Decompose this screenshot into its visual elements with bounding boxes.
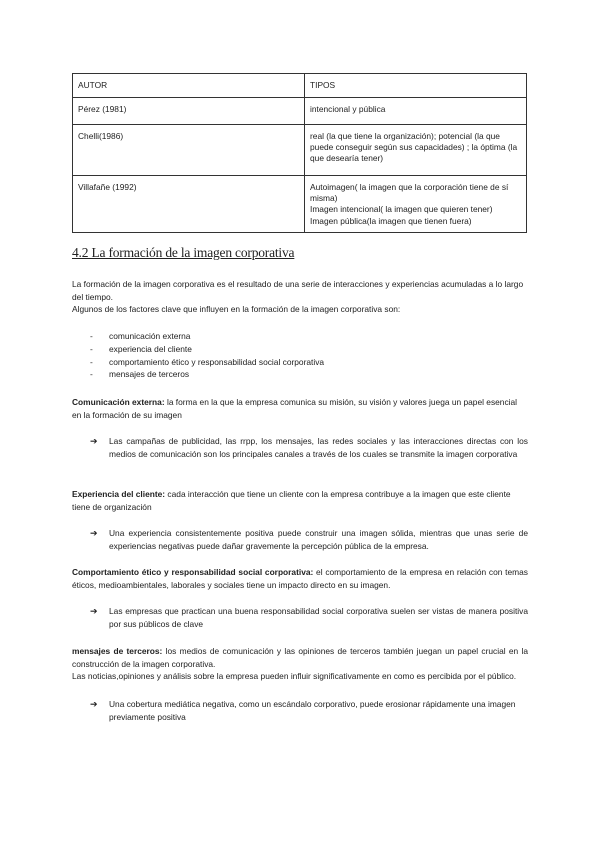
tipo-line: Imagen pública(la imagen que tienen fuera) [310,215,472,226]
arrow-item [90,605,528,630]
arrow-item [90,698,528,723]
arrow-text: Las campañas de publicidad, las rrpp, los mensajes, las redes sociales y las interacciones directas con los medios de comunicación son los principales canales a través de los cuales se transmite la imagen corporativa [109,436,528,459]
factors-list [90,330,324,381]
dash-bullet-icon: - [90,369,93,380]
factor-paragraph [72,396,528,421]
header-autor: AUTOR [73,74,305,98]
tipo-line: Imagen intencional( la imagen que quieren tener) [310,204,493,215]
factor-term: Comunicación externa: [72,397,165,407]
factor-text: el comportamiento de la empresa en relación con temas éticos, medioambientales, laborales y sociales tiene un impacto directo en su imagen. [72,567,528,590]
factor-text: cada interacción que tiene un cliente con la empresa contribuye a la imagen que este cliente tiene de organización [72,489,511,512]
arrow-bullet-icon: ➔ [90,699,98,709]
dash-bullet-icon: - [90,356,93,367]
list-item: - comportamiento ético y responsabilidad social corporativa [90,356,325,367]
factor-text: la forma en la que la empresa comunica su misión, su visión y valores juega un papel esencial en la formación de su imagen [72,397,518,420]
factor-paragraph [72,645,528,683]
table-header-row [73,74,527,98]
intro-line: Algunos de los factores clave que influyen en la formación de la imagen corporativa son: [72,304,401,315]
factor-term: Comportamiento ético y responsabilidad social corporativa: [72,567,314,577]
cell-autor: Chelli(1986) [73,125,305,176]
section-heading: 4.2 La formación de la imagen corporativa [72,245,295,260]
header-tipos: TIPOS [305,74,527,98]
dash-bullet-icon: - [90,343,93,354]
factor-text: los medios de comunicación y las opiniones de terceros también juegan un papel crucial en la construcción de la imagen corporativa. [72,646,529,669]
table-row [73,98,527,125]
arrow-text: Las empresas que practican una buena responsabilidad social corporativa suelen ser vistas de manera positiva por sus públicos de clave [109,606,528,629]
arrow-bullet-icon: ➔ [90,606,98,616]
intro-line: La formación de la imagen corporativa es el resultado de una serie de interacciones y experiencias acumuladas a lo largo del tiempo. [72,279,524,302]
arrow-bullet-icon: ➔ [90,528,98,538]
factor-paragraph [72,566,528,591]
tipo-line: Autoimagen( la imagen que la corporación tiene de sí misma) [310,182,509,204]
authors-table [72,73,527,233]
arrow-text: Una cobertura mediática negativa, como un escándalo corporativo, puede erosionar rápidamente una imagen previamente positiva [109,699,516,722]
cell-tipos: real (la que tiene la organización); potencial (la que puede conseguir según sus capacidades) ; la óptima (la que desearía tener) [305,125,527,176]
factor-term: mensajes de terceros: [72,646,163,656]
list-item: - comunicación externa [90,331,191,341]
cell-autor: Pérez (1981) [73,98,305,125]
cell-tipos [305,176,527,233]
arrow-item [90,435,528,460]
dash-bullet-icon: - [90,331,93,341]
cell-autor: Villafañe (1992) [73,176,305,233]
intro-paragraph [72,278,528,316]
table-row [73,176,527,233]
list-item: - mensajes de terceros [90,369,190,380]
arrow-item [90,527,528,552]
arrow-bullet-icon: ➔ [90,436,98,446]
factor-extra-text: Las noticias,opiniones y análisis sobre la empresa pueden influir significativamente en como es percibida por el público. [72,671,517,682]
factor-paragraph [72,488,528,513]
list-item: - experiencia del cliente [90,343,192,354]
cell-tipos: intencional y pública [305,98,527,125]
table-row [73,125,527,176]
factor-term: Experiencia del cliente: [72,489,166,499]
arrow-text: Una experiencia consistentemente positiva puede construir una imagen sólida, mientras que unas serie de experiencias negativas puede dañar gravemente la percepción pública de la empresa. [109,528,528,551]
